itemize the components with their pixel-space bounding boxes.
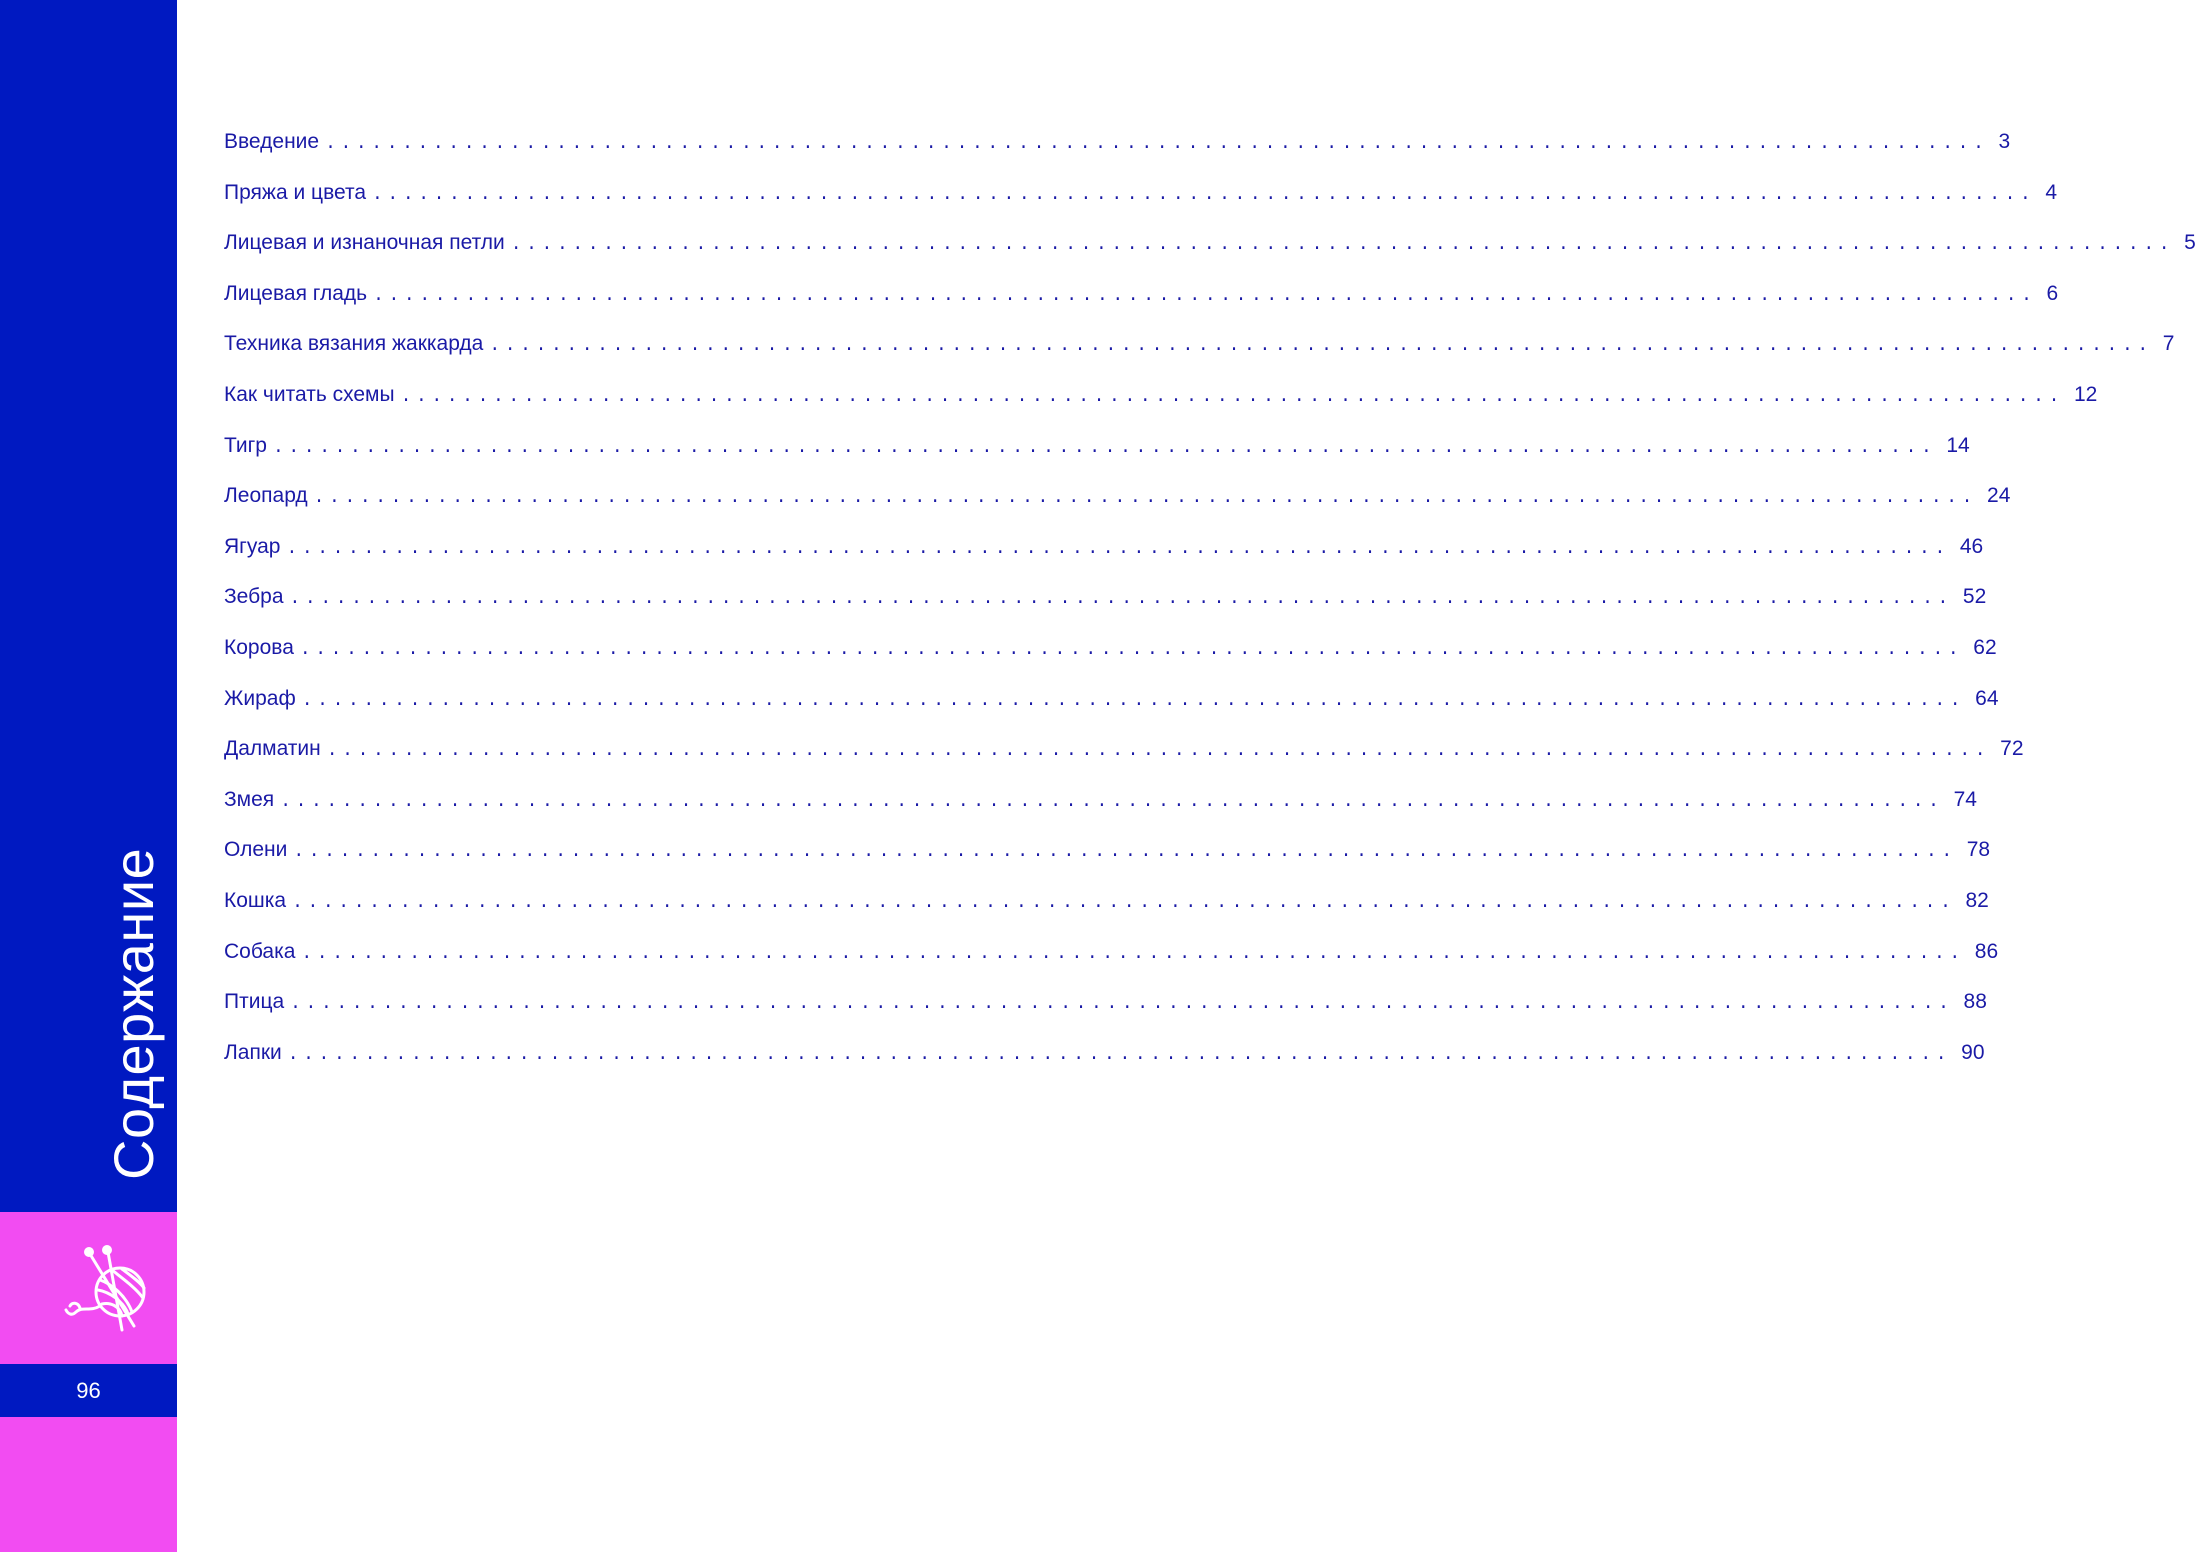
toc-dot-leader: ............................................................................................................ [280,791,1944,812]
sidebar-pink-footer [0,1417,177,1552]
toc-entry-page: 62 [1973,635,1997,659]
toc-entry-title: Жираф [224,686,296,710]
toc-entry-title: Ягуар [224,534,281,558]
toc-entry-title: Змея [224,787,275,811]
toc-entry-title: Далматин [224,737,321,761]
toc-dot-leader: ............................................................................................................ [489,336,2153,357]
toc-entry[interactable] [224,433,1970,485]
toc-entry-page: 64 [1975,686,1999,710]
toc-dot-leader: ............................................................................................................ [301,690,1966,711]
toc-entry-page: 14 [1946,433,1970,457]
page-number: 96 [76,1377,101,1403]
toc-dot-leader: ............................................................................................................ [287,1044,1952,1065]
toc-entry-page: 82 [1965,888,1989,912]
toc-dot-leader: ............................................................................................................ [326,741,1991,762]
toc-dot-leader: ............................................................................................................ [372,184,2036,205]
toc-dot-leader: ............................................................................................................ [301,943,1965,964]
toc-entry-title: Как читать схемы [224,382,395,406]
toc-entry-page: 7 [2162,332,2175,356]
toc-entry[interactable] [224,737,2024,788]
toc-entry-title: Пряжа и цвета [224,180,367,204]
toc-dot-leader: ............................................................................................................ [289,589,1953,610]
toc-dot-leader: ............................................................................................................ [286,538,1950,559]
toc-entry-title: Введение [224,130,320,153]
toc-entry[interactable] [224,585,1987,636]
toc-entry-title: Птица [224,990,285,1014]
table-of-contents [224,130,2196,1091]
toc-entry-page: 6 [2046,281,2059,305]
toc-entry[interactable] [224,990,1987,1041]
toc-entry-title: Леопард [224,484,308,508]
toc-entry-page: 3 [1998,130,2011,153]
toc-entry[interactable] [224,382,2098,434]
toc-entry[interactable] [224,281,2059,333]
toc-entry-title: Техника вязания жаккарда [224,332,484,356]
toc-entry-page: 90 [1961,1040,1985,1064]
toc-dot-leader: ............................................................................................................ [400,386,2064,407]
toc-entry-title: Лапки [224,1040,282,1064]
toc-entry[interactable] [224,484,2011,535]
toc-dot-leader: ............................................................................................................ [510,235,2175,256]
toc-dot-leader: ............................................................................................................ [299,639,1964,660]
toc-entry[interactable] [224,534,1984,586]
yarn-ball-knitting-needles-icon [60,1242,156,1334]
toc-entry[interactable] [224,130,2011,181]
toc-entry-title: Корова [224,635,294,659]
toc-dot-leader: ............................................................................................................ [272,437,1937,458]
toc-entry-title: Тигр [224,433,267,457]
toc-entry-title: Собака [224,939,296,963]
toc-entry-title: Лицевая и изнаночная петли [224,231,505,255]
toc-entry[interactable] [224,888,1989,940]
toc-entry-page: 78 [1966,838,1991,862]
toc-entry-title: Лицевая гладь [224,281,368,305]
toc-entry[interactable] [224,231,2196,282]
toc-entry[interactable] [224,686,1999,738]
sidebar [0,0,177,1552]
toc-entry-page: 24 [1987,484,2011,508]
toc-entry-page: 52 [1962,585,1987,609]
toc-entry[interactable] [224,939,1999,991]
toc-dot-leader: ............................................................................................................ [293,842,1957,863]
toc-entry[interactable] [224,332,2175,383]
toc-entry[interactable] [224,635,1997,687]
toc-entry-page: 74 [1953,787,1977,811]
toc-dot-leader: ............................................................................................................ [292,892,1956,913]
toc-entry-title: Зебра [224,585,284,609]
toc-entry-page: 86 [1974,939,1999,963]
toc-entry-title: Олени [224,838,288,862]
toc-entry[interactable] [224,787,1977,839]
toc-entry-page: 4 [2045,180,2058,204]
toc-entry[interactable] [224,180,2058,232]
section-title: Содержание [102,847,165,1180]
toc-entry-page: 5 [2184,231,2196,255]
toc-dot-leader: ............................................................................................................ [313,488,1978,509]
toc-dot-leader: ............................................................................................................ [373,285,2037,306]
toc-entry-page: 46 [1959,534,1984,558]
toc-entry[interactable] [224,1040,1985,1092]
toc-entry-page: 12 [2073,382,2098,406]
toc-entry-page: 88 [1963,990,1987,1014]
toc-entry-title: Кошка [224,888,287,912]
toc-dot-leader: ............................................................................................................ [290,994,1954,1015]
toc-entry[interactable] [224,838,1991,889]
toc-dot-leader: ............................................................................................................ [325,134,1989,154]
page-number-band [0,1364,177,1417]
toc-entry-page: 72 [2000,737,2024,761]
